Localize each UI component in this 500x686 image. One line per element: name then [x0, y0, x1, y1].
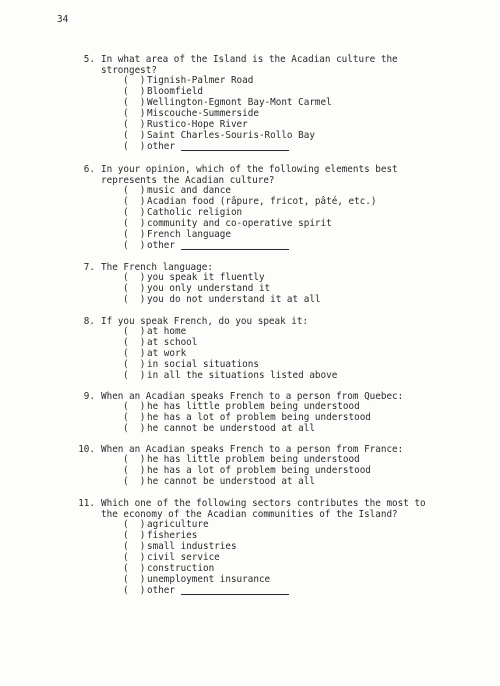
- option-label: you speak it fluently: [147, 272, 265, 284]
- other-blank-line[interactable]: [181, 586, 289, 595]
- option-checkbox[interactable]: ( ) community and co-operative spirit: [123, 218, 332, 230]
- question-text: strongest?: [101, 65, 157, 77]
- option-checkbox[interactable]: ( ) he cannot be understood at all: [123, 476, 315, 488]
- question-number: 9.: [83, 391, 95, 402]
- option-label: music and dance: [147, 185, 231, 197]
- page-number: 34: [57, 14, 69, 25]
- option-checkbox[interactable]: ( ) at work: [123, 348, 187, 360]
- question-number: 11.: [78, 498, 95, 509]
- option-label: Catholic religion: [147, 207, 243, 219]
- option-checkbox[interactable]: ( ) other: [123, 142, 477, 153]
- option-checkbox[interactable]: ( ) French language: [123, 229, 231, 241]
- option-checkbox[interactable]: ( ) Saint Charles-Souris-Rollo Bay: [123, 129, 315, 141]
- option-label: you only understand it: [147, 283, 271, 295]
- option-checkbox[interactable]: ( ) agriculture: [123, 519, 209, 531]
- option-checkbox[interactable]: ( ) Bloomfield: [123, 86, 203, 98]
- option-label: fisheries: [147, 530, 198, 542]
- option-label: unemployment insurance: [147, 573, 271, 585]
- option-label: at work: [147, 348, 187, 360]
- option-label: Wellington-Egmont Bay-Mont Carmel: [147, 97, 332, 109]
- question-number: 5.: [83, 54, 95, 65]
- option-label: agriculture: [147, 519, 209, 531]
- question-text: In what area of the Island is the Acadian culture the: [101, 54, 398, 65]
- option-checkbox[interactable]: ( ) you do not understand it at all: [123, 294, 321, 306]
- option-label: other: [147, 239, 175, 251]
- option-label: Saint Charles-Souris-Rollo Bay: [147, 129, 315, 141]
- option-checkbox[interactable]: ( ) Catholic religion: [123, 207, 243, 219]
- option-label: he cannot be understood at all: [147, 423, 315, 435]
- option-checkbox[interactable]: ( ) unemployment insurance: [123, 573, 271, 585]
- question-9: [77, 391, 477, 435]
- option-label: at school: [147, 337, 198, 349]
- option-label: he has little problem being understood: [147, 454, 360, 466]
- question-text: The French language:: [101, 262, 213, 273]
- question-number: 8.: [83, 316, 95, 327]
- question-text: When an Acadian speaks French to a person from France:: [101, 444, 404, 455]
- option-label: he has little problem being understood: [147, 401, 360, 413]
- option-checkbox[interactable]: ( ) he has a lot of problem being understood: [123, 412, 371, 424]
- option-checkbox[interactable]: ( ) Wellington-Egmont Bay-Mont Carmel: [123, 97, 332, 109]
- question-text: the economy of the Acadian communities of the Island?: [101, 509, 398, 521]
- option-label: Bloomfield: [147, 86, 203, 98]
- option-label: other: [147, 140, 175, 152]
- option-checkbox[interactable]: ( ) he cannot be understood at all: [123, 423, 315, 435]
- question-6: [77, 164, 477, 252]
- question-7: [77, 262, 477, 306]
- option-checkbox[interactable]: ( ) Miscouche-Summerside: [123, 108, 259, 120]
- question-text: Which one of the following sectors contributes the most to: [101, 498, 426, 509]
- option-checkbox[interactable]: ( ) fisheries: [123, 530, 198, 542]
- question-number: 6.: [83, 164, 95, 175]
- option-label: he has a lot of problem being understood: [147, 412, 371, 424]
- option-checkbox[interactable]: ( ) he has little problem being understood: [123, 454, 360, 466]
- option-checkbox[interactable]: ( ) other: [123, 586, 477, 597]
- option-checkbox[interactable]: ( ) construction: [123, 563, 215, 575]
- option-label: construction: [147, 563, 215, 575]
- option-checkbox[interactable]: ( ) at home: [123, 326, 187, 338]
- other-blank-line[interactable]: [181, 142, 289, 151]
- option-checkbox[interactable]: ( ) Rustico-Hope River: [123, 119, 248, 131]
- option-checkbox[interactable]: ( ) civil service: [123, 552, 220, 564]
- option-label: he has a lot of problem being understood: [147, 465, 371, 477]
- question-number: 10.: [78, 444, 95, 455]
- option-label: small industries: [147, 541, 237, 553]
- option-label: other: [147, 584, 175, 596]
- question-text: In your opinion, which of the following elements best: [101, 164, 398, 175]
- other-blank-line[interactable]: [181, 241, 289, 250]
- option-label: civil service: [147, 552, 220, 564]
- option-label: Tignish-Palmer Road: [147, 75, 254, 87]
- question-text: represents the Acadian culture?: [101, 175, 275, 187]
- option-label: Miscouche-Summerside: [147, 108, 259, 120]
- option-checkbox[interactable]: ( ) in social situations: [123, 358, 259, 370]
- option-checkbox[interactable]: ( ) he has a lot of problem being understood: [123, 465, 371, 477]
- option-label: in social situations: [147, 358, 259, 370]
- question-11: [77, 498, 477, 597]
- option-checkbox[interactable]: ( ) you only understand it: [123, 283, 271, 295]
- option-label: at home: [147, 326, 187, 338]
- question-number: 7.: [83, 262, 95, 273]
- option-label: in all the situations listed above: [147, 369, 338, 381]
- question-8: [77, 316, 477, 382]
- option-label: Acadian food (râpure, fricot, pâté, etc.): [147, 196, 377, 208]
- option-checkbox[interactable]: ( ) small industries: [123, 541, 237, 553]
- option-label: he cannot be understood at all: [147, 476, 315, 488]
- option-checkbox[interactable]: ( ) in all the situations listed above: [123, 369, 338, 381]
- question-5: [77, 54, 477, 153]
- option-checkbox[interactable]: ( ) music and dance: [123, 185, 231, 197]
- option-label: you do not understand it at all: [147, 294, 321, 306]
- option-checkbox[interactable]: ( ) other: [123, 241, 477, 252]
- option-label: French language: [147, 229, 231, 241]
- option-checkbox[interactable]: ( ) he has little problem being understood: [123, 401, 360, 413]
- question-10: [77, 444, 477, 488]
- question-text: When an Acadian speaks French to a person from Quebec:: [101, 391, 404, 402]
- option-checkbox[interactable]: ( ) Acadian food (râpure, fricot, pâté, etc.): [123, 196, 377, 208]
- option-label: community and co-operative spirit: [147, 218, 332, 230]
- option-label: Rustico-Hope River: [147, 119, 248, 131]
- option-checkbox[interactable]: ( ) at school: [123, 337, 198, 349]
- option-checkbox[interactable]: ( ) Tignish-Palmer Road: [123, 75, 254, 87]
- question-text: If you speak French, do you speak it:: [101, 316, 309, 327]
- option-checkbox[interactable]: ( ) you speak it fluently: [123, 272, 265, 284]
